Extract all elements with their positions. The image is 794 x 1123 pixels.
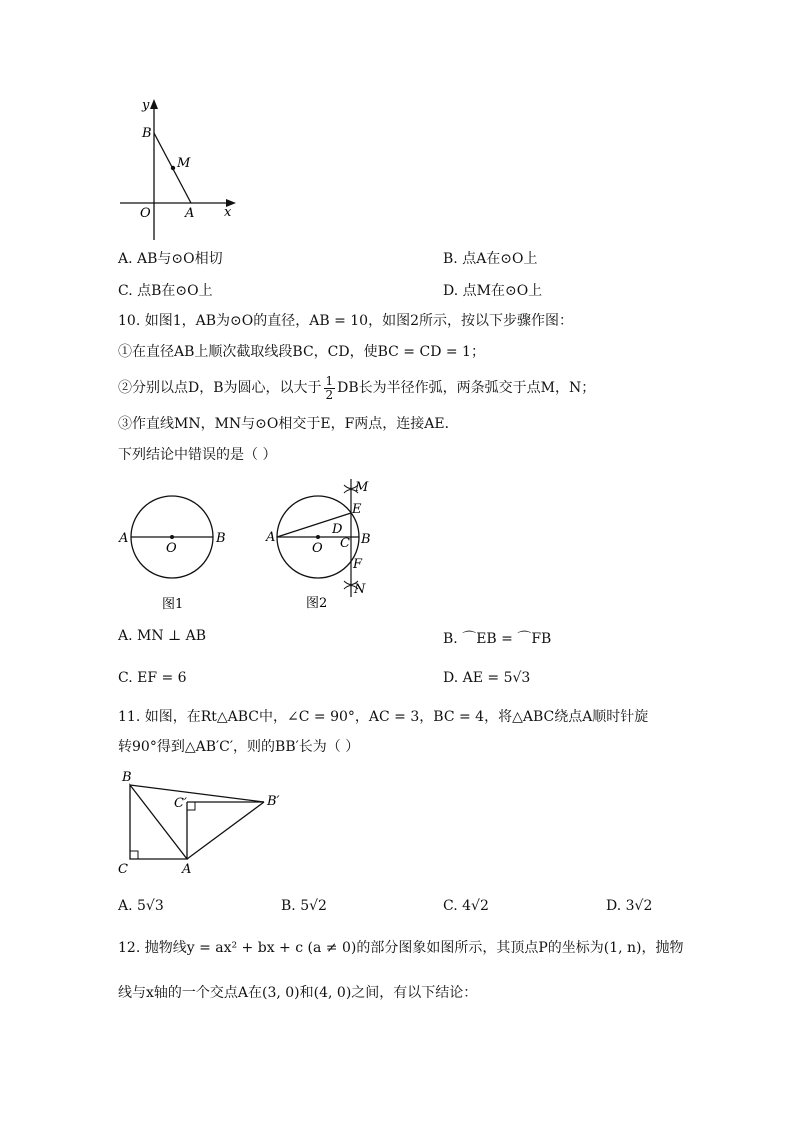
- q9-label-x: x: [224, 205, 232, 220]
- q11-figure: [110, 765, 300, 880]
- q11-label-a: A: [182, 862, 192, 877]
- q10-option-d: D. AE = 5√3: [443, 670, 531, 686]
- q11-line2: 转90°得到△AB′C′，则的BB′长为（ ）: [118, 739, 360, 755]
- q10-fraction: [324, 375, 336, 402]
- q9-label-m: M: [177, 156, 191, 171]
- q11-label-c: C: [118, 862, 128, 877]
- fig2-label-a: A: [266, 530, 276, 545]
- q10-line3-after: DB长为半径作弧，两条弧交于点M，N；: [337, 380, 596, 396]
- fig2-label-b: B: [361, 532, 371, 547]
- q9-label-b: B: [142, 126, 152, 141]
- q10-figure1: [115, 478, 235, 613]
- q11-label-b: B: [122, 770, 132, 785]
- q10-line1: 10. 如图1，AB为⊙O的直径，AB = 10，如图2所示，按以下步骤作图：: [118, 313, 573, 329]
- fig2-label-n: N: [354, 582, 366, 597]
- fig2-label-e: E: [352, 502, 362, 517]
- fig1-label-b: B: [216, 531, 226, 546]
- q12-line1: 12. 抛物线y = ax² + bx + c (a ≠ 0)的部分图象如图所示，其顶点P的坐标为(1, n)，抛物: [118, 940, 684, 956]
- q12-line2: 线与x轴的一个交点A在(3, 0)和(4, 0)之间，有以下结论：: [118, 985, 478, 1001]
- q9-option-c: C. 点B在⊙O上: [118, 283, 213, 299]
- q10-line3: [118, 372, 595, 404]
- q10-fraction-num: 1: [325, 373, 334, 388]
- q11-line1: 11. 如图，在Rt△ABC中，∠C = 90°，AC = 3，BC = 4，将△ABC绕点A顺时针旋: [118, 709, 649, 725]
- q9-option-b: B. 点A在⊙O上: [443, 251, 538, 267]
- q11-label-c1: C′: [174, 796, 187, 811]
- q11-option-d: D. 3√2: [606, 898, 653, 914]
- fig1-caption: 图1: [162, 597, 184, 612]
- fig2-label-m: M: [355, 480, 369, 495]
- q11-option-c: C. 4√2: [443, 898, 489, 914]
- q10-option-a: A. MN ⊥ AB: [118, 628, 207, 644]
- q11-option-b: B. 5√2: [281, 898, 327, 914]
- fig1-label-o: O: [166, 541, 177, 556]
- q9-label-a: A: [185, 206, 195, 221]
- fig2-label-d: D: [332, 522, 343, 537]
- fig2-label-c: C: [340, 536, 350, 551]
- q11-option-a: A. 5√3: [118, 898, 164, 914]
- q10-line4: ③作直线MN，MN与⊙O相交于E，F两点，连接AE．: [118, 416, 459, 432]
- q11-label-b1: B′: [267, 794, 280, 809]
- fig2-label-f: F: [353, 557, 363, 572]
- q9-label-o: O: [140, 206, 151, 221]
- q10-option-c: C. EF = 6: [118, 670, 187, 686]
- q10-line2: ①在直径AB上顺次截取线段BC，CD，使BC = CD = 1；: [118, 344, 485, 360]
- q9-option-a: A. AB与⊙O相切: [118, 251, 223, 267]
- q9-option-d: D. 点M在⊙O上: [443, 283, 543, 299]
- fig2-label-o: O: [312, 541, 323, 556]
- q9-figure: [110, 95, 250, 245]
- q10-line5: 下列结论中错误的是（ ）: [118, 447, 277, 463]
- q10-line3-before: ②分别以点D，B为圆心，以大于: [118, 380, 322, 396]
- q10-fraction-den: 2: [325, 387, 334, 402]
- q9-label-y: y: [142, 98, 150, 113]
- fig1-label-a: A: [119, 531, 129, 546]
- q10-option-b: B. ⌒EB = ⌒FB: [443, 631, 552, 647]
- q10-figure2: [258, 475, 383, 615]
- fig2-caption: 图2: [306, 596, 328, 611]
